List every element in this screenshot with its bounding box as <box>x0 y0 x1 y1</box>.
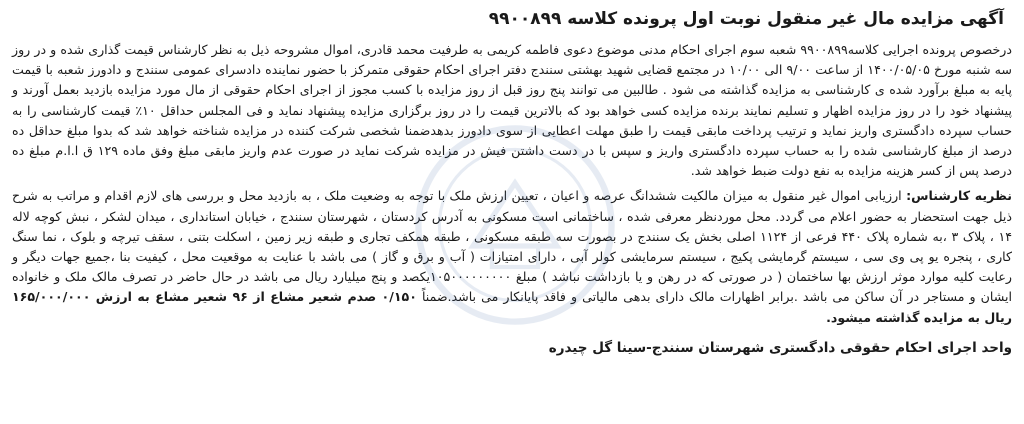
notice-paragraph-1: درخصوص پرونده اجرایی کلاسه۹۹۰۰۸۹۹ شعبه سوم اجرای احکام مدنی موضوع دعوی فاطمه کریمی به طرفیت محمد قادری، اموال مشروحه ذیل به نظر کارشناس قیمت گذاری شده و در روز سه شنبه مورخ ۱۴۰۰/۰۵/۰۵ از ساعت ۹/۰۰ الی ۱۰/۰۰ در مجتمع قضایی شهید بهشتی سنندج دفتر اجرای احکام حقوقی متمرکز با حضور نماینده دادسرای عمومی سنندج و دادورز شعبه با قیمت پایه به مبلغ برآورد شده ی کارشناسی به مزایده گذاشته می شود . طالبین می توانند پنج روز قبل از روز مزایده با کسب مجوز از اجرای احکام حقوقی از مال مورد مزایده بازدید بعمل آورند و پیشنهاد خود را در روز مزایده اظهار و تسلیم نمایند برنده مزایده کسی خواهد بود که بالاترین قیمت را در روز برگزاری مزایده پیشنهاد نماید و فی المجلس حداقل ۱۰٪ قیمت کارشناسی را به حساب سپرده دادگستری واریز نماید و ترتیب پرداخت مابقی قیمت را طبق مهلت اعطایی از سوی دادورز بدهدضمنا شخصی شرکت کننده در مزایده شناخته خواهد شد که بدوا مبلغ حداقل ده درصد از مبلغ کارشناسی شده را به حساب سپرده دادگستری واریز و سپس با در دست داشتن فیش در مزایده شرکت نماید در صورت عدم واریز مابقی مبلغ وفق ماده ۱۲۹ ق ا.ا.م مبلغ ده درصد پس از کسر هزینه مزایده به نفع دولت ضبط خواهد شد. <box>12 42 1013 179</box>
notice-title: آگهی مزایده مال غیر منقول نوبت اول پرونده کلاسه ۹۹۰۰۸۹۹ <box>488 9 1004 29</box>
expert-opinion-text: ارزیابی اموال غیر منقول به میزان مالکیت ششدانگ عرصه و اعیان ، تعیین ارزش ملک با توجه به وضعیت ملک ، به بازدید محل و بررسی های لازم اقدام و مراتب به شرح ذیل جهت استحضار به حضور اعلام می گردد. محل موردنظر معرفی شده ، ساختمانی است مسکونی به آدرس کردستان ، شهرستان سنندج ، خیابان استانداری ، میدان لشکر ، نبش کوچه لاله ۱۴ ، پلاک ۳ ،به شماره پلاک ۴۴۰ فرعی از ۱۱۲۴ اصلی بخش یک سنندج در بصورت سه طبقه مسکونی ، طبقه همکف تجاری و طبقه زیر زمین ، اسکلت بتنی ، سقف تیرچه و بلوک ، نما سنگ کاری ، پنجره یو پی وی سی ، سیستم گرمایشی پکیج ، سیستم سرمایشی کولر آبی ، دارای امتیازات ( آب و برق و گاز ) می باشد با عنایت به موقعیت محل ، کیفیت بنا ،جمیع جهات دیگر و رعایت کلیه موارد موثر ارزش بها ساختمان ( در صورتی که در رهن و یا بازداشت نباشد ) مبلغ ۱۰۵۰۰۰۰۰۰۰۰۰یکصد و پنج میلیارد ریال می باشد در حال حاضر در تصرف مالک ملک و خانواده ایشان و مستاجر در آن ساکن می باشد .برابر اظهارات مالک دارای بدهی مالیاتی و فاقد پایانکار می باشد.ضمناً <box>12 188 1012 305</box>
expert-opinion-label: نظریه کارشناس: <box>906 188 1012 204</box>
auction-share-value: ۰/۱۵۰ صدم شعیر مشاع از ۹۶ شعیر مشاع به ارزش ۱۶۵/۰۰۰/۰۰۰ ریال به مزایده گذاشته میشود. <box>12 289 1012 325</box>
expert-opinion-paragraph <box>12 186 1012 327</box>
issuing-unit: واحد اجرای احکام حقوقی دادگستری شهرستان سنندج-سینا گل چیدره <box>548 339 1012 356</box>
auction-notice <box>12 2 1012 422</box>
